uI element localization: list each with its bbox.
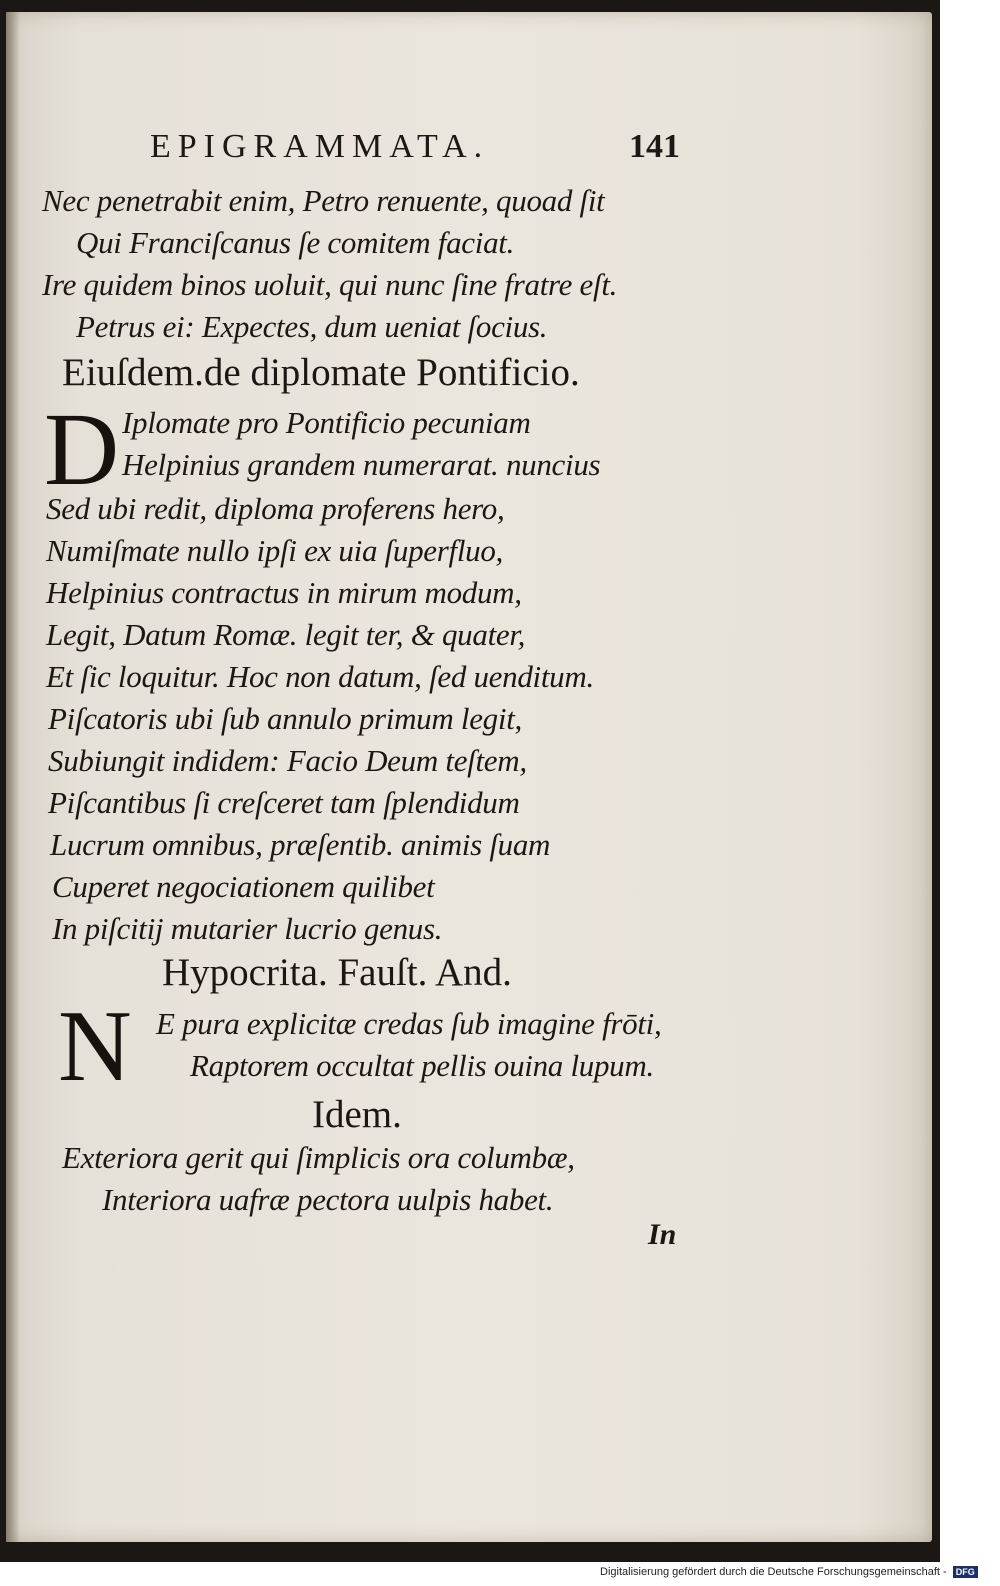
drop-capital: N — [58, 990, 132, 1103]
epigram-title: Eiuſdem.de diplomate Pontificio. — [62, 351, 580, 394]
verse-line: Piſcantibus ſi creſceret tam ſplendidum — [48, 785, 520, 820]
page-header — [140, 128, 680, 172]
drop-capital: D — [44, 392, 120, 507]
verse-line: Exteriora gerit qui ſimplicis ora columbæ, — [62, 1140, 575, 1175]
verse-line: In piſcitij mutarier lucrio genus. — [52, 911, 443, 946]
verse-line: Helpinius contractus in mirum modum, — [46, 575, 522, 610]
epigram-title: Idem. — [312, 1093, 402, 1136]
page-number: 141 — [629, 128, 680, 165]
verse-line: Subiungit indidem: Facio Deum teſtem, — [48, 743, 527, 778]
verse-line: Legit, Datum Romæ. legit ter, & quater, — [46, 617, 526, 652]
credit-text: Digitalisierung gefördert durch die Deutsche Forschungsgemeinschaft - — [600, 1566, 947, 1578]
verse-line: Raptorem occultat pellis ouina lupum. — [190, 1048, 654, 1083]
verse-line: Petrus ei: Expectes, dum ueniat ſocius. — [76, 309, 548, 344]
verse-line: Piſcatoris ubi ſub annulo primum legit, — [48, 701, 522, 736]
verse-line: Numiſmate nullo ipſi ex uia ſuperfluo, — [46, 533, 504, 568]
epigram-title: Hypocrita. Fauſt. And. — [162, 951, 512, 994]
verse-line: Nec penetrabit enim, Petro renuente, quoad ſit — [42, 183, 605, 218]
verse-line: Helpinius grandem numerarat. nuncius — [122, 447, 601, 482]
verse-line: Cuperet negociationem quilibet — [52, 869, 435, 904]
verse-line: Iplomate pro Pontificio pecuniam — [122, 405, 531, 440]
verse-line: Sed ubi redit, diploma proferens hero, — [46, 491, 505, 526]
verse-line: Qui Franciſcanus ſe comitem faciat. — [76, 225, 515, 260]
catchword: In — [648, 1218, 677, 1251]
verse-line: Interiora uafræ pectora uulpis habet. — [102, 1182, 554, 1217]
running-head: EPIGRAMMATA. — [150, 128, 490, 165]
verse-line: Et ſic loquitur. Hoc non datum, ſed uenditum. — [46, 659, 594, 694]
verse-line: Ire quidem binos uoluit, qui nunc ſine fratre eſt. — [42, 267, 618, 302]
page-gutter-shadow — [6, 12, 20, 1542]
dfg-logo: DFG — [953, 1566, 978, 1578]
digitization-credit — [600, 1566, 994, 1584]
verse-line: E pura explicitæ credas ſub imagine frōti, — [156, 1006, 662, 1041]
verse-line: Lucrum omnibus, præſentib. animis ſuam — [50, 827, 551, 862]
